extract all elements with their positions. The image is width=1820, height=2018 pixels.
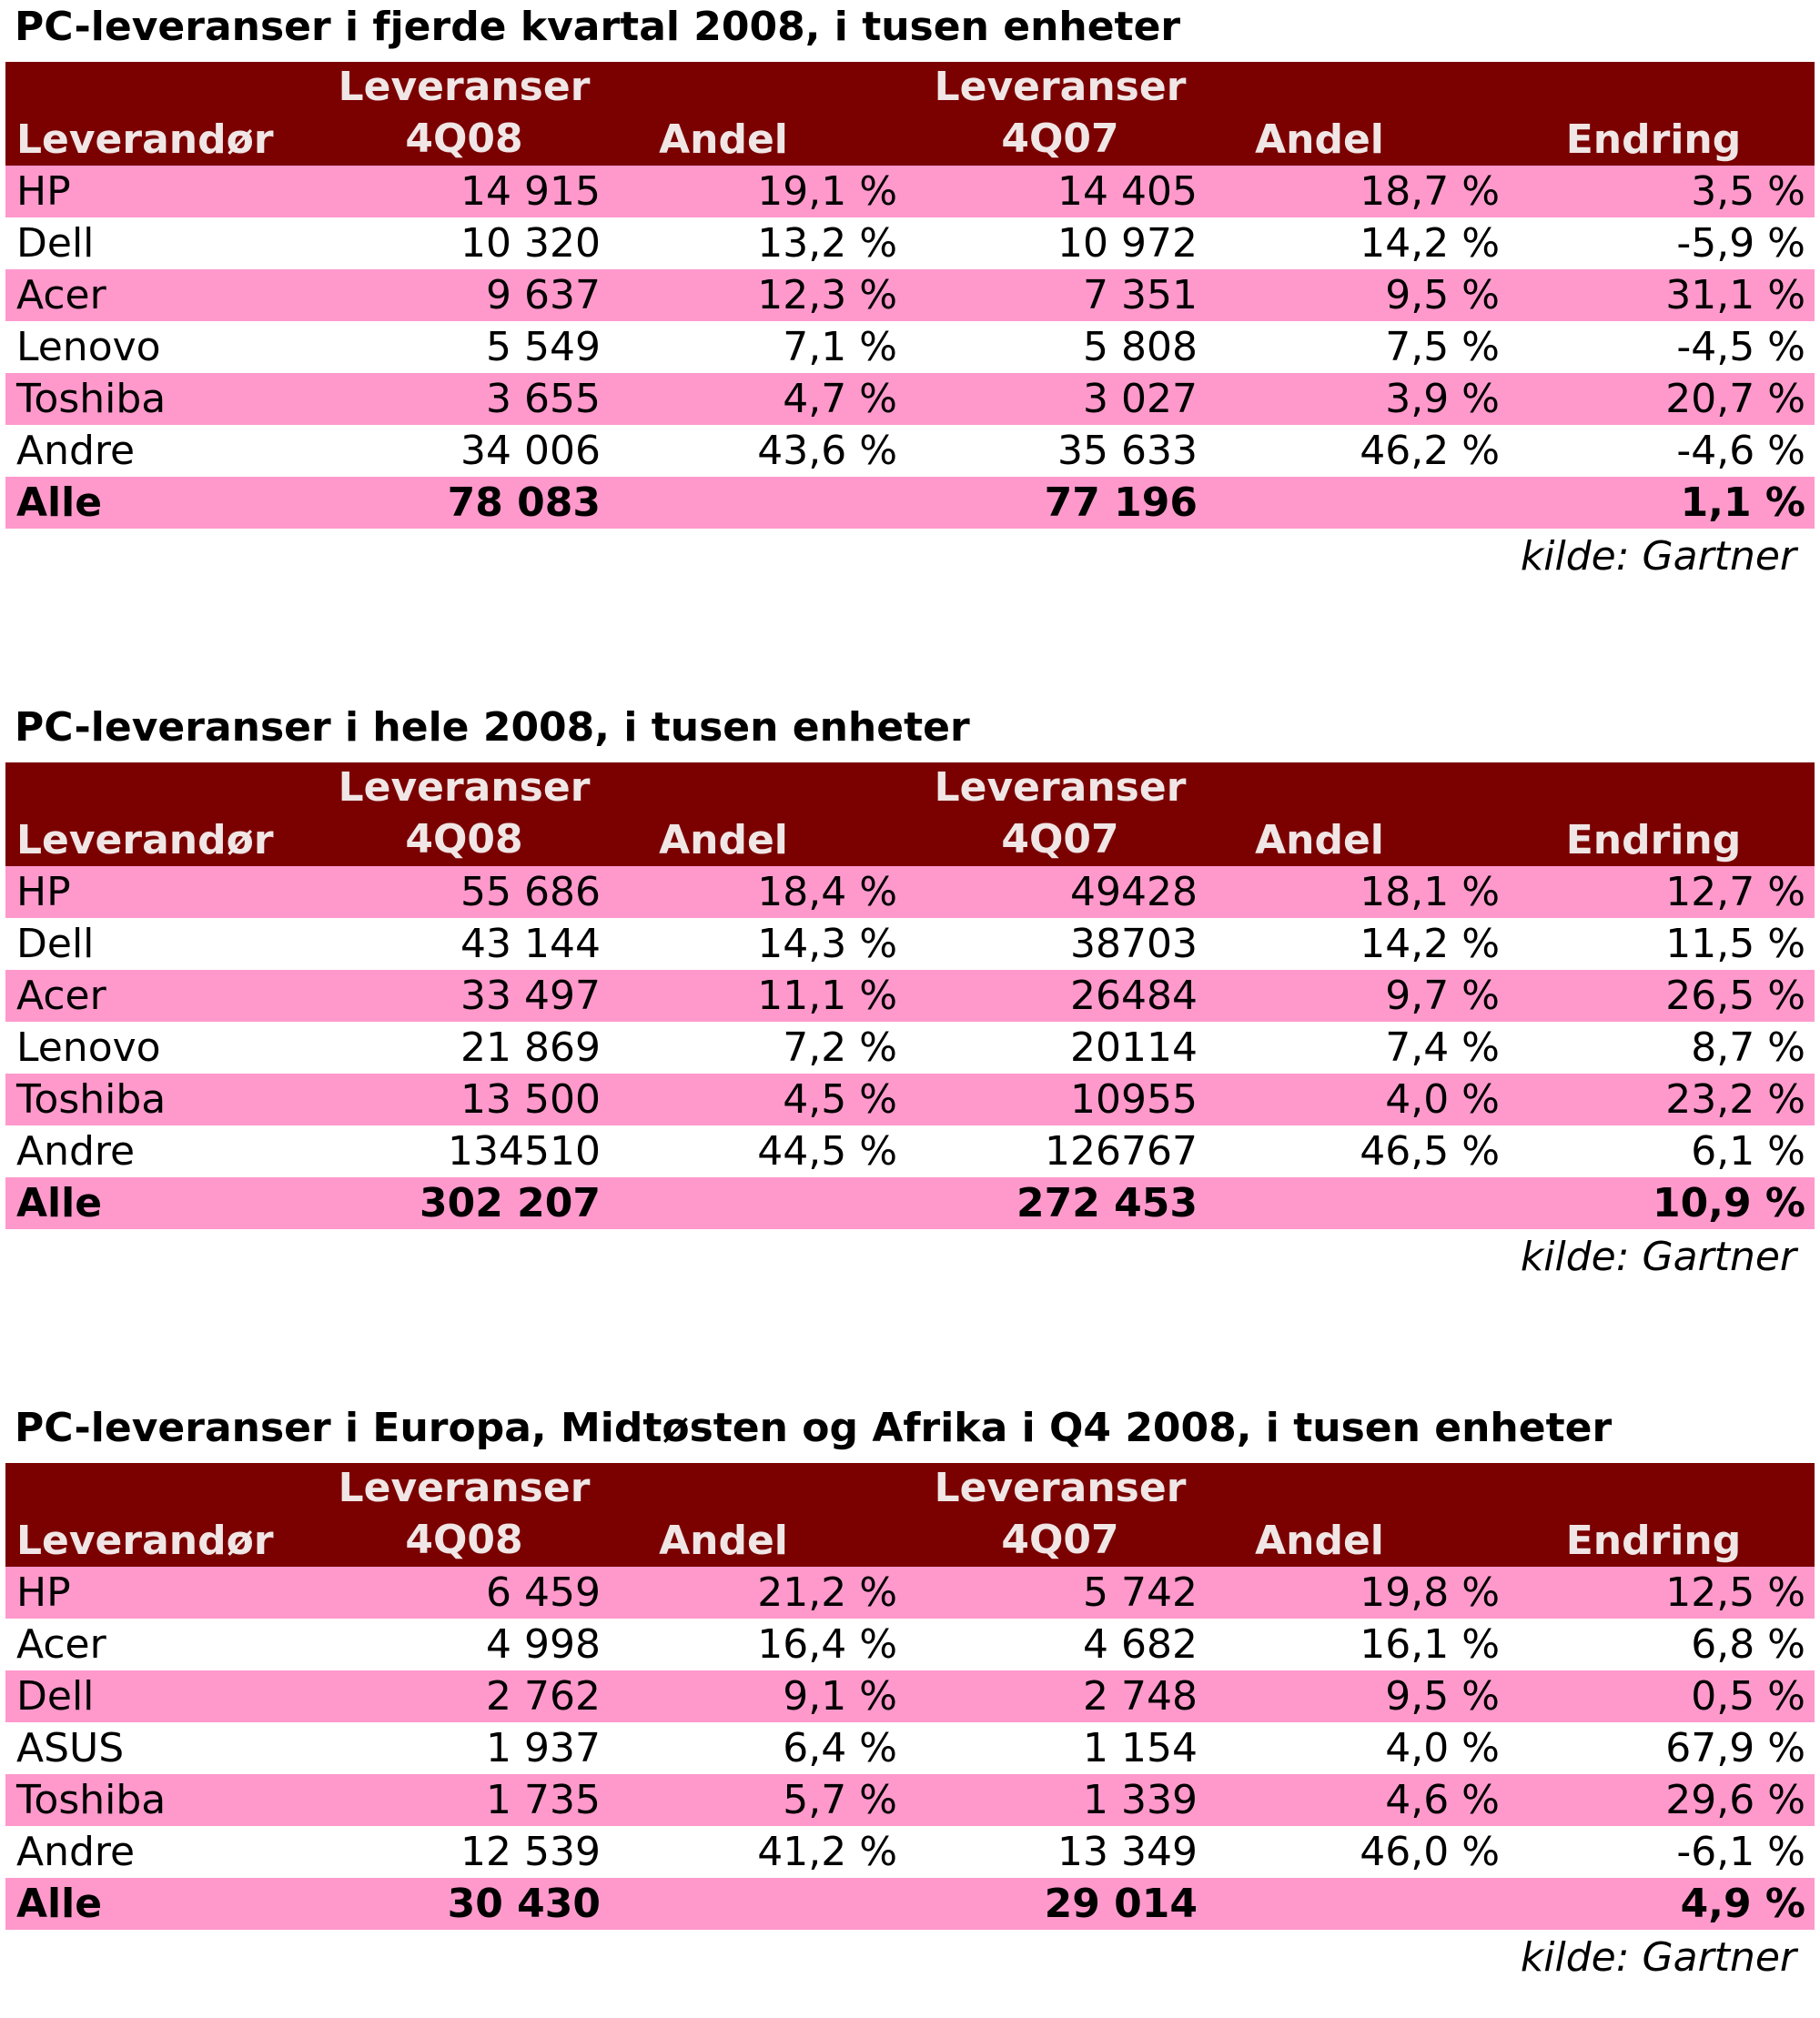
cell-share-a — [610, 1177, 910, 1229]
total-row — [5, 1177, 1815, 1229]
cell-deliveries-a: 302 207 — [419, 1179, 601, 1226]
cell-share-b: 14,2 % — [1360, 219, 1500, 267]
table-title: PC-leveranser i fjerde kvartal 2008, i tusen enheter — [15, 4, 1181, 50]
cell-vendor: Dell — [16, 920, 95, 967]
cell-change: 6,1 % — [1691, 1127, 1805, 1175]
cell-deliveries-a: 4 998 — [486, 1620, 601, 1668]
cell-deliveries-b: 5 742 — [1083, 1569, 1198, 1616]
cell-deliveries-a: 3 655 — [486, 375, 601, 422]
cell-vendor: Toshiba — [16, 1075, 167, 1123]
table-row — [5, 866, 1815, 918]
header-change: Endring — [1565, 116, 1742, 163]
cell-vendor: Andre — [16, 1127, 136, 1175]
cell-deliveries-a: 21 869 — [460, 1024, 601, 1071]
cell-deliveries-a: 1 735 — [486, 1776, 601, 1823]
cell-share-b: 7,4 % — [1385, 1024, 1500, 1071]
cell-share-a: 12,3 % — [757, 271, 897, 318]
cell-share-b: 9,7 % — [1385, 972, 1500, 1019]
header-deliveries-b-period: 4Q07 — [1001, 116, 1119, 162]
cell-vendor: Andre — [16, 427, 136, 474]
table-row — [5, 1670, 1815, 1722]
cell-deliveries-a: 14 915 — [460, 167, 601, 215]
table-row — [5, 269, 1815, 321]
cell-deliveries-b: 10955 — [1070, 1075, 1198, 1123]
table-row — [5, 1722, 1815, 1774]
cell-share-b — [1210, 1878, 1511, 1930]
cell-share-b: 46,2 % — [1360, 427, 1500, 474]
cell-deliveries-b: 49428 — [1070, 868, 1198, 915]
cell-share-b: 18,7 % — [1360, 167, 1500, 215]
table-row — [5, 1619, 1815, 1670]
cell-change: 12,7 % — [1665, 868, 1805, 915]
cell-vendor: HP — [16, 167, 71, 215]
cell-share-b: 9,5 % — [1385, 1672, 1500, 1720]
cell-share-a: 18,4 % — [757, 868, 897, 915]
cell-share-a: 44,5 % — [757, 1127, 897, 1175]
table-body — [5, 166, 1815, 529]
table-header — [5, 762, 1815, 866]
cell-deliveries-b: 1 154 — [1083, 1724, 1198, 1771]
table-row — [5, 1074, 1815, 1125]
cell-deliveries-b: 26484 — [1070, 972, 1198, 1019]
cell-deliveries-b: 126767 — [1045, 1127, 1198, 1175]
cell-change: 67,9 % — [1665, 1724, 1805, 1771]
cell-deliveries-b: 13 349 — [1057, 1828, 1198, 1875]
cell-share-a: 5,7 % — [783, 1776, 897, 1823]
cell-deliveries-a: 6 459 — [486, 1569, 601, 1616]
table-row — [5, 217, 1815, 269]
table-row — [5, 1022, 1815, 1074]
cell-vendor: Andre — [16, 1828, 136, 1875]
cell-change: 11,5 % — [1665, 920, 1805, 967]
cell-deliveries-b: 14 405 — [1057, 167, 1198, 215]
cell-deliveries-b: 10 972 — [1057, 219, 1198, 267]
cell-deliveries-b: 20114 — [1070, 1024, 1198, 1071]
cell-deliveries-a: 134510 — [448, 1127, 601, 1175]
cell-change: 8,7 % — [1691, 1024, 1805, 1071]
data-table — [5, 1463, 1815, 1930]
cell-share-b: 4,0 % — [1385, 1724, 1500, 1771]
cell-vendor: Lenovo — [16, 323, 161, 370]
table-title: PC-leveranser i hele 2008, i tusen enheter — [15, 704, 970, 751]
cell-deliveries-b: 77 196 — [1044, 479, 1198, 526]
header-deliveries-b-period: 4Q07 — [1001, 816, 1119, 863]
cell-share-a: 13,2 % — [757, 219, 897, 267]
table-header — [5, 62, 1815, 166]
cell-deliveries-a: 2 762 — [486, 1672, 601, 1720]
data-table — [5, 62, 1815, 529]
cell-deliveries-a: 78 083 — [447, 479, 601, 526]
cell-share-a: 7,1 % — [783, 323, 897, 370]
table-row — [5, 373, 1815, 425]
cell-deliveries-b: 1 339 — [1083, 1776, 1198, 1823]
cell-deliveries-b: 272 453 — [1016, 1179, 1198, 1226]
header-deliveries-b-period: 4Q07 — [1001, 1517, 1119, 1563]
total-row — [5, 477, 1815, 529]
cell-change: 29,6 % — [1665, 1776, 1805, 1823]
header-deliveries-a-period: 4Q08 — [405, 116, 523, 162]
table-title: PC-leveranser i Europa, Midtøsten og Afrika i Q4 2008, i tusen enheter — [15, 1405, 1613, 1451]
cell-deliveries-b: 2 748 — [1083, 1672, 1198, 1720]
cell-change: 6,8 % — [1691, 1620, 1805, 1668]
cell-share-a: 7,2 % — [783, 1024, 897, 1071]
cell-deliveries-a: 10 320 — [460, 219, 601, 267]
cell-vendor: Acer — [16, 271, 106, 318]
cell-change: -6,1 % — [1676, 1828, 1805, 1875]
cell-deliveries-b: 4 682 — [1083, 1620, 1198, 1668]
cell-change: 4,9 % — [1680, 1880, 1805, 1927]
cell-vendor: Alle — [16, 1880, 103, 1927]
header-share-a: Andel — [659, 817, 788, 863]
cell-deliveries-a: 9 637 — [486, 271, 601, 318]
cell-change: 3,5 % — [1691, 167, 1805, 215]
cell-deliveries-a: 34 006 — [460, 427, 601, 474]
cell-change: 31,1 % — [1665, 271, 1805, 318]
cell-share-a: 14,3 % — [757, 920, 897, 967]
cell-share-b: 16,1 % — [1360, 1620, 1500, 1668]
cell-deliveries-b: 29 014 — [1044, 1880, 1198, 1927]
source-note: kilde: Gartner — [1520, 1234, 1796, 1280]
header-share-a: Andel — [659, 1518, 788, 1564]
table-row — [5, 1125, 1815, 1177]
table-row — [5, 166, 1815, 217]
table-row — [5, 321, 1815, 373]
header-change: Endring — [1565, 817, 1742, 863]
source-note: kilde: Gartner — [1520, 533, 1796, 580]
table-body — [5, 1567, 1815, 1930]
table-row — [5, 918, 1815, 970]
cell-vendor: Toshiba — [16, 1776, 167, 1823]
table-body — [5, 866, 1815, 1229]
header-vendor: Leverandør — [16, 116, 274, 163]
header-deliveries-a-period: 4Q08 — [405, 816, 523, 863]
cell-share-a — [610, 1878, 910, 1930]
cell-change: -4,6 % — [1676, 427, 1805, 474]
header-deliveries-a-period: 4Q08 — [405, 1517, 523, 1563]
table-row — [5, 970, 1815, 1022]
total-row — [5, 1878, 1815, 1930]
cell-vendor: Alle — [16, 479, 103, 526]
cell-change: 26,5 % — [1665, 972, 1805, 1019]
header-deliveries-a-top: Leveranser — [338, 764, 591, 811]
cell-share-b — [1210, 477, 1511, 529]
header-share-b: Andel — [1255, 1518, 1384, 1564]
cell-deliveries-b: 35 633 — [1057, 427, 1198, 474]
cell-deliveries-b: 38703 — [1070, 920, 1198, 967]
cell-deliveries-a: 13 500 — [460, 1075, 601, 1123]
cell-share-b: 7,5 % — [1385, 323, 1500, 370]
cell-share-b: 3,9 % — [1385, 375, 1500, 422]
cell-deliveries-a: 1 937 — [486, 1724, 601, 1771]
cell-share-a: 9,1 % — [783, 1672, 897, 1720]
cell-vendor: Acer — [16, 972, 106, 1019]
cell-share-a: 6,4 % — [783, 1724, 897, 1771]
cell-share-a — [610, 477, 910, 529]
table-row — [5, 425, 1815, 477]
cell-share-b: 14,2 % — [1360, 920, 1500, 967]
cell-share-a: 11,1 % — [757, 972, 897, 1019]
cell-change: 20,7 % — [1665, 375, 1805, 422]
cell-share-a: 4,5 % — [783, 1075, 897, 1123]
header-deliveries-b-top: Leveranser — [934, 1465, 1187, 1511]
table-header — [5, 1463, 1815, 1567]
cell-deliveries-b: 5 808 — [1083, 323, 1198, 370]
cell-change: 1,1 % — [1680, 479, 1805, 526]
cell-deliveries-a: 43 144 — [460, 920, 601, 967]
header-deliveries-a-top: Leveranser — [338, 1465, 591, 1511]
header-deliveries-b-top: Leveranser — [934, 64, 1187, 110]
cell-vendor: Dell — [16, 1672, 95, 1720]
header-deliveries-a-top: Leveranser — [338, 64, 591, 110]
cell-change: 10,9 % — [1653, 1179, 1805, 1226]
cell-share-b: 18,1 % — [1360, 868, 1500, 915]
cell-share-a: 43,6 % — [757, 427, 897, 474]
cell-deliveries-a: 30 430 — [447, 1880, 601, 1927]
cell-change: 0,5 % — [1691, 1672, 1805, 1720]
cell-deliveries-b: 7 351 — [1083, 271, 1198, 318]
cell-share-a: 4,7 % — [783, 375, 897, 422]
cell-vendor: HP — [16, 1569, 71, 1616]
cell-share-a: 41,2 % — [757, 1828, 897, 1875]
cell-share-a: 19,1 % — [757, 167, 897, 215]
table-row — [5, 1567, 1815, 1619]
table-row — [5, 1774, 1815, 1826]
header-vendor: Leverandør — [16, 1518, 274, 1564]
cell-change: -4,5 % — [1676, 323, 1805, 370]
cell-change: 23,2 % — [1665, 1075, 1805, 1123]
cell-deliveries-b: 3 027 — [1083, 375, 1198, 422]
header-vendor: Leverandør — [16, 817, 274, 863]
header-change: Endring — [1565, 1518, 1742, 1564]
cell-share-b: 4,6 % — [1385, 1776, 1500, 1823]
header-deliveries-b-top: Leveranser — [934, 764, 1187, 811]
header-share-a: Andel — [659, 116, 788, 163]
cell-deliveries-a: 33 497 — [460, 972, 601, 1019]
cell-vendor: HP — [16, 868, 71, 915]
data-table — [5, 762, 1815, 1229]
cell-vendor: Lenovo — [16, 1024, 161, 1071]
cell-vendor: ASUS — [16, 1724, 125, 1771]
cell-share-b: 4,0 % — [1385, 1075, 1500, 1123]
cell-share-a: 16,4 % — [757, 1620, 897, 1668]
header-share-b: Andel — [1255, 116, 1384, 163]
cell-deliveries-a: 12 539 — [460, 1828, 601, 1875]
cell-change: -5,9 % — [1676, 219, 1805, 267]
cell-change: 12,5 % — [1665, 1569, 1805, 1616]
cell-share-b: 46,0 % — [1360, 1828, 1500, 1875]
cell-share-b: 46,5 % — [1360, 1127, 1500, 1175]
cell-vendor: Acer — [16, 1620, 106, 1668]
cell-share-b: 19,8 % — [1360, 1569, 1500, 1616]
cell-vendor: Alle — [16, 1179, 103, 1226]
cell-vendor: Toshiba — [16, 375, 167, 422]
cell-vendor: Dell — [16, 219, 95, 267]
cell-deliveries-a: 5 549 — [486, 323, 601, 370]
cell-deliveries-a: 55 686 — [460, 868, 601, 915]
header-share-b: Andel — [1255, 817, 1384, 863]
cell-share-a: 21,2 % — [757, 1569, 897, 1616]
cell-share-b — [1210, 1177, 1511, 1229]
cell-share-b: 9,5 % — [1385, 271, 1500, 318]
source-note: kilde: Gartner — [1520, 1934, 1796, 1981]
table-row — [5, 1826, 1815, 1878]
